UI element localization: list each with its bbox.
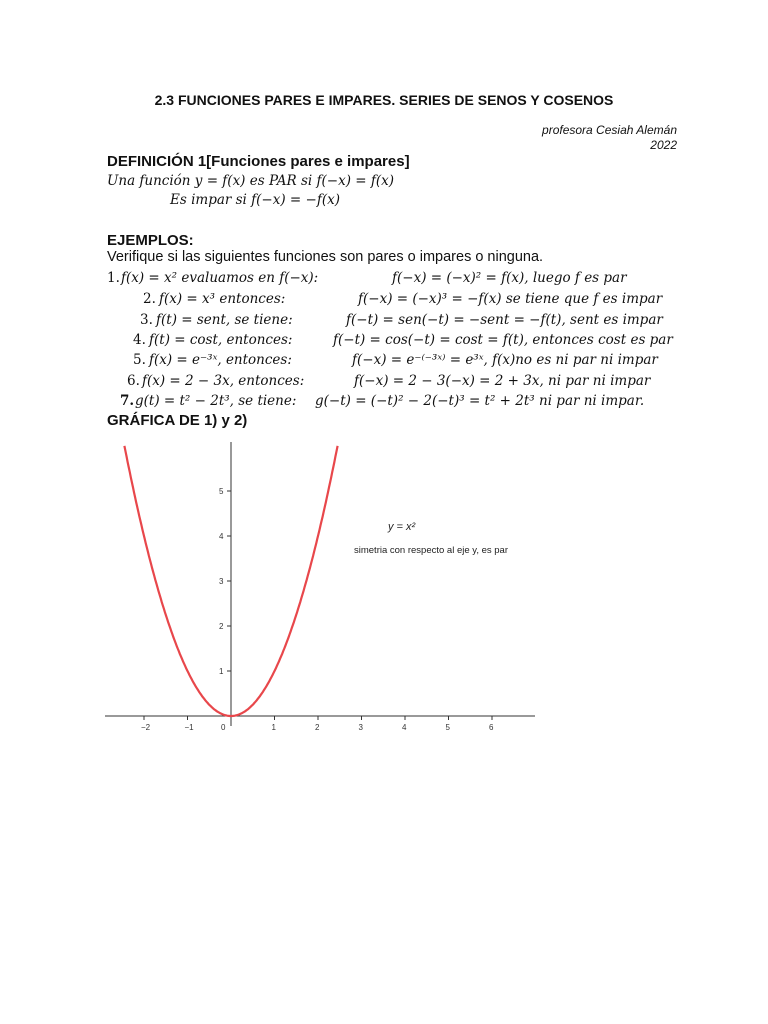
x-tick-label: 1	[271, 723, 276, 732]
example-number: 7.	[120, 393, 135, 409]
example-number: 6.	[127, 373, 140, 389]
example-function: f(x) = e⁻³ˣ, entonces:	[149, 352, 292, 368]
x-tick-label: 5	[445, 723, 450, 732]
example-function: f(t) = cost, entonces:	[149, 332, 293, 348]
example-function: g(t) = t² − 2t³, se tiene:	[135, 393, 297, 409]
x-tick-label: −2	[141, 723, 151, 732]
graph-heading: GRÁFICA DE 1) y 2)	[107, 412, 248, 429]
definition-even: Una función y = f(x) es PAR si f(−x) = f(x)	[107, 173, 395, 189]
example-number: 1.	[107, 270, 120, 286]
x-tick-label: 0	[221, 723, 226, 732]
parabola-graph	[95, 430, 545, 735]
x-tick-label: 2	[315, 723, 320, 732]
author-year: 2022	[650, 138, 677, 152]
equation-label: y = x²	[388, 521, 416, 533]
example-result: f(−x) = (−x)² = f(x), luego f es par	[392, 270, 627, 286]
x-tick-label: 4	[402, 723, 407, 732]
example-result: g(−t) = (−t)² − 2(−t)³ = t² + 2t³ ni par ni impar.	[315, 393, 645, 409]
example-function: f(x) = 2 − 3x, entonces:	[142, 373, 305, 389]
definition-heading: DEFINICIÓN 1[Funciones pares e impares]	[107, 153, 410, 170]
example-function: f(t) = sent, se tiene:	[156, 312, 293, 328]
graph-axes	[105, 442, 535, 726]
example-number: 5.	[133, 352, 146, 368]
example-result: f(−x) = 2 − 3(−x) = 2 + 3x, ni par ni impar	[354, 373, 651, 389]
author-name: profesora Cesiah Alemán	[542, 123, 677, 137]
y-tick-label: 4	[219, 532, 224, 541]
page-title: 2.3 FUNCIONES PARES E IMPARES. SERIES DE SENOS Y COSENOS	[154, 92, 614, 108]
examples-heading: EJEMPLOS:	[107, 232, 194, 249]
examples-intro: Verifique si las siguientes funciones son pares o impares o ninguna.	[107, 249, 544, 265]
y-tick-label: 5	[219, 487, 224, 496]
x-tick-label: 3	[358, 723, 363, 732]
example-number: 4.	[133, 332, 146, 348]
x-tick-label: 6	[489, 723, 494, 732]
example-result: f(−x) = e⁻⁽⁻³ˣ⁾ = e³ˣ, f(x)no es ni par ni impar	[352, 352, 658, 368]
example-number: 2.	[143, 291, 156, 307]
example-result: f(−t) = cos(−t) = cost = f(t), entonces cost es par	[333, 332, 673, 348]
definition-odd: Es impar si f(−x) = −f(x)	[170, 192, 340, 208]
graph-ticks	[141, 487, 494, 732]
y-tick-label: 3	[219, 577, 224, 586]
x-tick-label: −1	[184, 723, 194, 732]
example-number: 3.	[140, 312, 153, 328]
example-function: f(x) = x² evaluamos en f(−x):	[121, 270, 319, 286]
example-result: f(−t) = sen(−t) = −sent = −f(t), sent es impar	[346, 312, 663, 328]
y-tick-label: 2	[219, 622, 224, 631]
symmetry-note: simetria con respecto al eje y, es par	[354, 545, 509, 556]
y-tick-label: 1	[219, 667, 224, 676]
example-result: f(−x) = (−x)³ = −f(x) se tiene que f es impar	[358, 291, 663, 307]
example-function: f(x) = x³ entonces:	[159, 291, 286, 307]
